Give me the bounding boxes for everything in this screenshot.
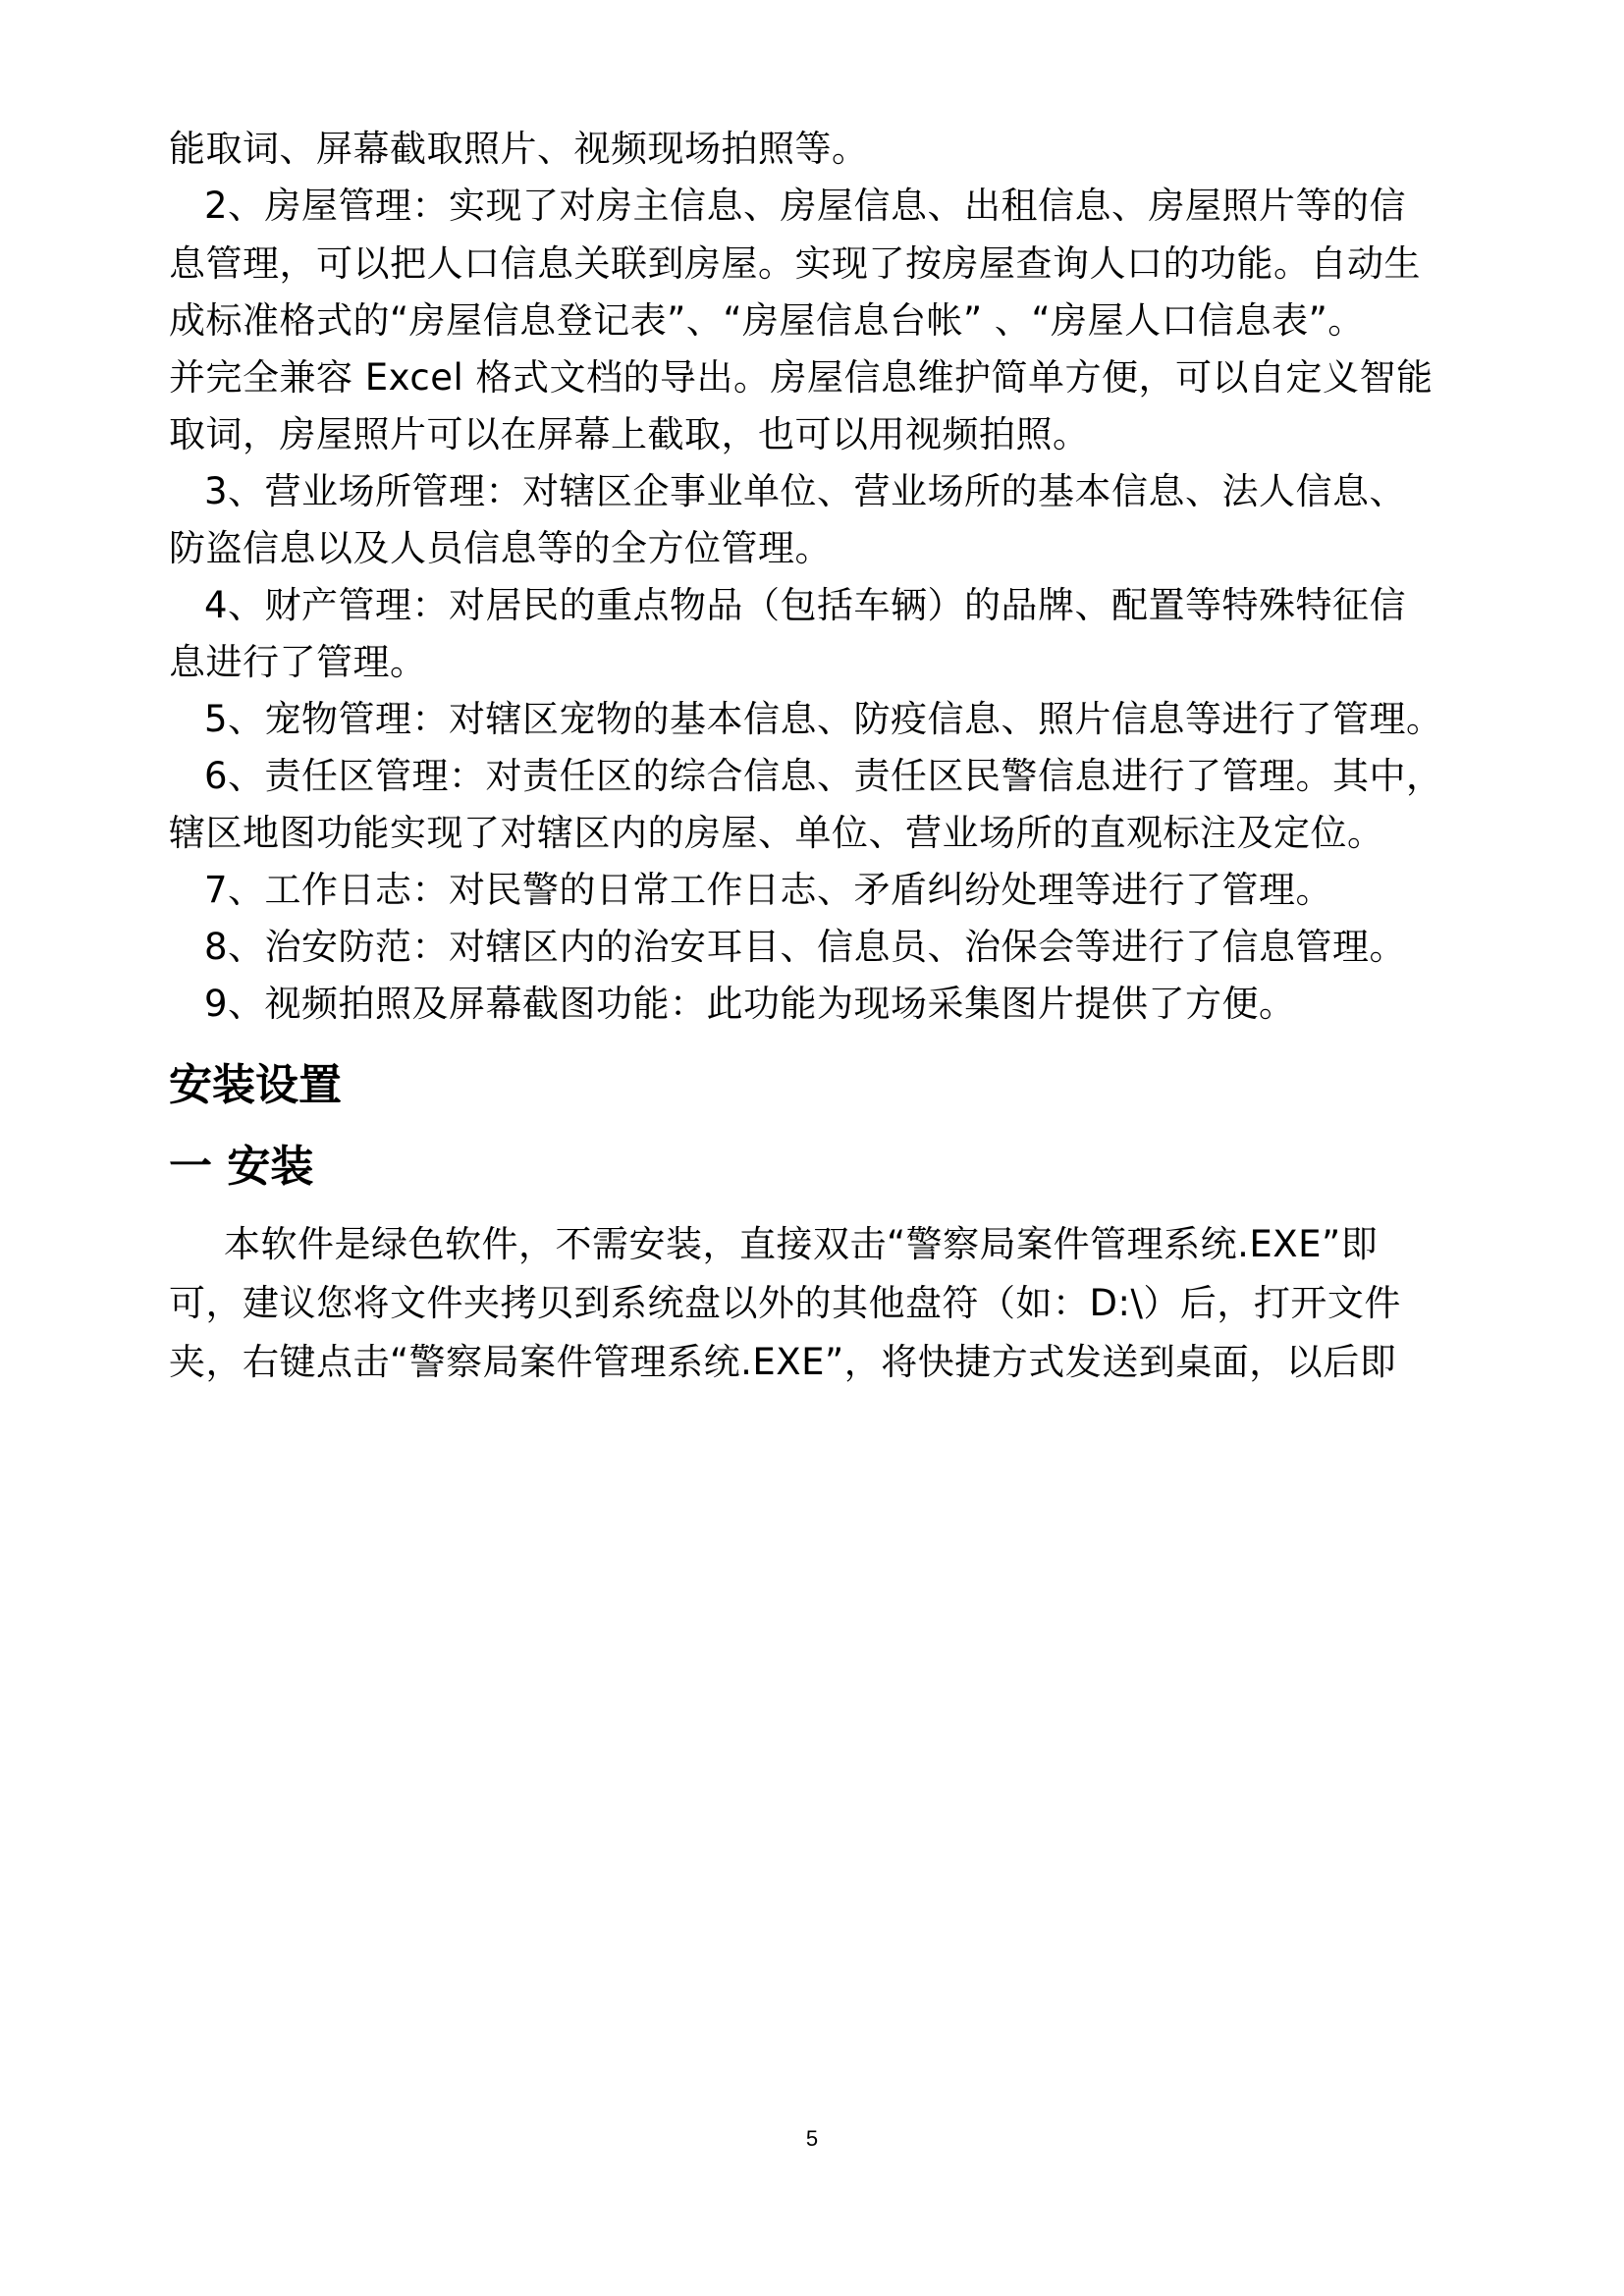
list-item-pet-management: 5、宠物管理：对辖区宠物的基本信息、防疫信息、照片信息等进行了管理。 — [204, 698, 1443, 740]
install-paragraph-line: 本软件是绿色软件，不需安装，直接双击“警察局案件管理系统.EXE”即 — [224, 1223, 1379, 1265]
install-paragraph-line: 夹，右键点击“警察局案件管理系统.EXE”，将快捷方式发送到桌面，以后即 — [169, 1341, 1397, 1383]
list-item-public-security: 8、治安防范：对辖区内的治安耳目、信息员、治保会等进行了信息管理。 — [204, 926, 1407, 968]
section-heading-install-setup: 安装设置 — [169, 1060, 342, 1110]
list-item-business-premises: 3、营业场所管理：对辖区企事业单位、营业场所的基本信息、法人信息、 — [204, 470, 1407, 512]
list-item-video-capture: 9、视频拍照及屏幕截图功能：此功能为现场采集图片提供了方便。 — [204, 983, 1296, 1025]
list-item-property-management: 4、财产管理：对居民的重点物品（包括车辆）的品牌、配置等特殊特征信 — [204, 584, 1407, 626]
text-line: 能取词、屏幕截取照片、视频现场拍照等。 — [169, 128, 869, 170]
text-line: 成标准格式的“房屋信息登记表”、“房屋信息台帐” 、“房屋人口信息表”。 — [169, 299, 1365, 342]
list-item-house-management: 2、房屋管理：实现了对房主信息、房屋信息、出租信息、房屋照片等的信 — [204, 185, 1407, 227]
install-paragraph-line: 可，建议您将文件夹拷贝到系统盘以外的其他盘符（如：D:\）后，打开文件 — [169, 1282, 1401, 1324]
text-line: 息管理，可以把人口信息关联到房屋。实现了按房屋查询人口的功能。自动生 — [169, 242, 1421, 285]
page-number: 5 — [805, 2126, 819, 2151]
text-line: 防盗信息以及人员信息等的全方位管理。 — [169, 527, 832, 569]
section-heading-install: 一 安装 — [169, 1142, 314, 1192]
list-item-responsibility-area: 6、责任区管理：对责任区的综合信息、责任区民警信息进行了管理。其中， — [204, 755, 1443, 797]
text-line: 并完全兼容 Excel 格式文档的导出。房屋信息维护简单方便，可以自定义智能 — [169, 356, 1434, 399]
text-line: 息进行了管理。 — [169, 641, 427, 683]
text-line: 辖区地图功能实现了对辖区内的房屋、单位、营业场所的直观标注及定位。 — [169, 812, 1384, 854]
list-item-work-log: 7、工作日志：对民警的日常工作日志、矛盾纠纷处理等进行了管理。 — [204, 869, 1333, 911]
text-line: 取词，房屋照片可以在屏幕上截取，也可以用视频拍照。 — [169, 413, 1090, 455]
